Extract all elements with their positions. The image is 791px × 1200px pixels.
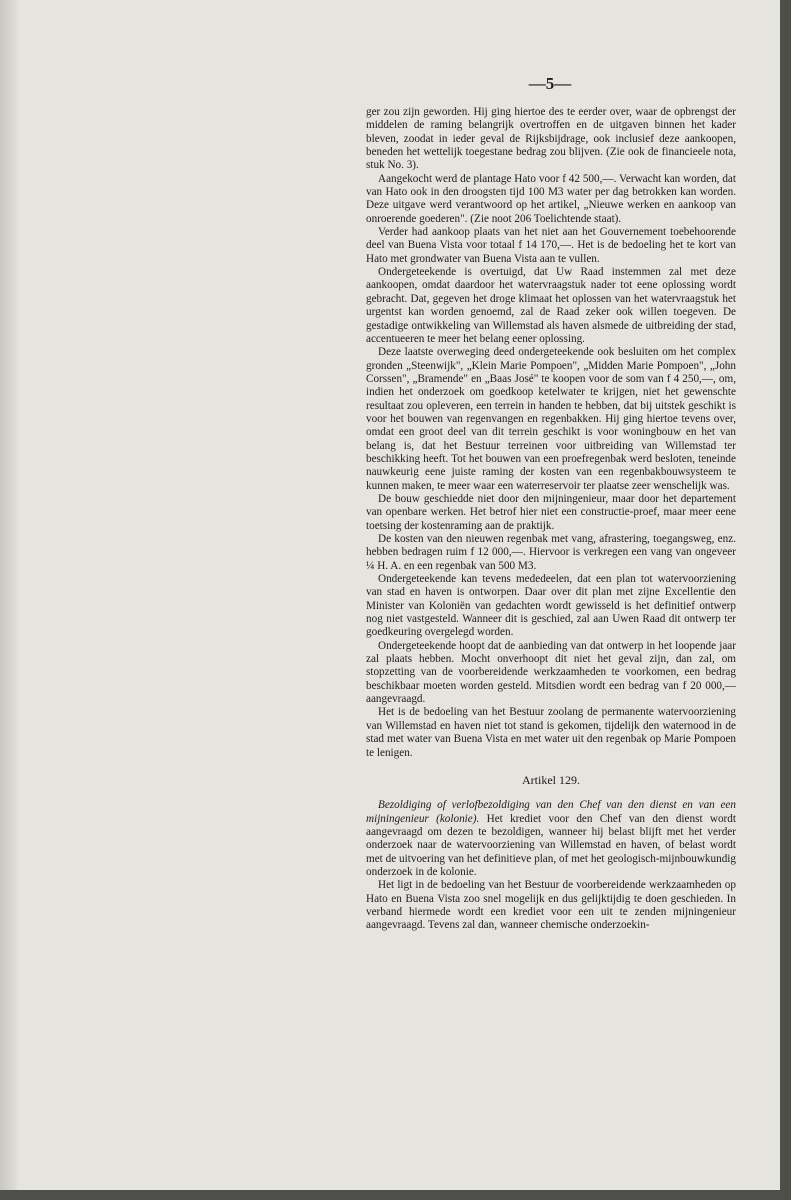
page-number: —5— <box>528 74 572 93</box>
paragraph: Aangekocht werd de plantage Hato voor f 42 500,—. Verwacht kan worden, dat van Hato ook in den droogsten tijd 100 M3 water per dag betrokken kan worden. Deze uitgave werd verantwoord op het artikel, „Nieuwe werken en aankoop van onroerende goederen". (Zie noot 206 Toelichtende staat). <box>366 172 736 225</box>
paragraph: De bouw geschiedde niet door den mijningenieur, maar door het departement van openbare werken. Het betrof hier niet een constructie-proef, maar meer eene toetsing der kostenraming aan de praktijk. <box>366 492 736 532</box>
paragraph: Het is de bedoeling van het Bestuur zoolang de permanente watervoorziening van Willemstad en haven niet tot stand is gekomen, tijdelijk den waternood in de stad met water van Buena Vista en met water uit den regenbak op Marie Pompoen te lenigen. <box>366 706 736 759</box>
article-paragraph <box>366 799 736 879</box>
paragraph: Ondergeteekende kan tevens mededeelen, dat een plan tot watervoorziening van stad en haven is ontworpen. Daar over dit plan met zijne Excellentie den Minister van Koloniën van gedachten wordt gewisseld is het definitief ontwerp nog niet vastgesteld. Wanneer dit is geschied, zal aan Uwen Raad dit ontwerp ter goedkeuring overgelegd worden. <box>366 573 736 639</box>
article-heading: Artikel 129. <box>522 772 580 787</box>
paragraph: De kosten van den nieuwen regenbak met vang, afrastering, toegangsweg, enz. hebben bedragen ruim f 12 000,—. Hiervoor is verkregen een vang van ongeveer ¼ H. A. en een regenbak van 500 M3. <box>366 533 736 572</box>
paragraph: ger zou zijn geworden. Hij ging hiertoe des te eerder over, waar de opbrengst der middelen de raming belangrijk overtroffen en de uitgaven binnen het kader bleven, zoodat in ieder geval de Rijksbijdrage, ook inclusief deze aankoopen, beneden het wettelijk toegestane bedrag zou blijven. (Zie ook de financieele nota, stuk No. 3). <box>366 106 736 172</box>
paragraph: Ondergeteekende is overtuigd, dat Uw Raad instemmen zal met deze aankoopen, omdat daardoor het watervraagstuk nader tot eene oplossing wordt gebracht. Dat, gegeven het droge klimaat het oplossen van het watervraagstuk het urgentst kan worden genoemd, zal de Raad zeker ook willen toegeven. De gestadige ontwikkeling van Willemstad als haven alsmede de uitbreiding der stad, accentueeren te meer het belang eener oplossing. <box>366 266 736 345</box>
paragraph: Ondergeteekende hoopt dat de aanbieding van dat ontwerp in het loopende jaar zal plaats hebben. Mocht onverhoopt dit niet het geval zijn, dan zal, om stopzetting van de voorbereidende werkzaamheden te voorkomen, een bedrag beschikbaar moeten worden gesteld. Mitsdien wordt een bedrag van f 20 000,— aangevraagd. <box>366 639 736 706</box>
text-column <box>366 106 736 933</box>
page-binding-edge <box>0 0 18 1190</box>
article-paragraph: Het ligt in de bedoeling van het Bestuur de voorbereidende werkzaamheden op Hato en Buena Vista zoo snel mogelijk en dus gelijktijdig te doen geschieden. In verband hiermede wordt een krediet voor een uit te zenden mijningenieur aangevraagd. Tevens zal dan, wanneer chemische onderzoekin- <box>366 879 736 932</box>
scan-border-bottom <box>0 1190 791 1200</box>
paragraph: Verder had aankoop plaats van het niet aan het Gouvernement toebehoorende deel van Buena Vista voor totaal f 14 170,—. Het is de bedoeling het te kort van Hato met grondwater van Buena Vista aan te vullen. <box>366 226 736 265</box>
article-paragraph-text: Het krediet voor den Chef van den dienst wordt aangevraagd om dezen te bezoldigen, wanneer hij belast blijft met het verder onderzoek naar de watervoorziening van Willemstad en haven, of belast wordt met de uitvoering van het definitieve plan, of met het geologisch-mijnbouwkundig onderzoek in de kolonie. <box>366 812 736 878</box>
bleed-through-text <box>38 78 338 124</box>
paragraph: Deze laatste overweging deed ondergeteekende ook besluiten om het complex gronden „Steenwijk", „Klein Marie Pompoen", „Midden Marie Pompoen", „John Corssen", „Bramende" en „Baas José" te koopen voor de som van f 4 250,—, om, indien het onderzoek om goedkoop ketelwater te krijgen, niet het gewenschte resultaat zou opleveren, een terrein in handen te hebben, dat bij uitstek geschikt is voor het bouwen van regenvangen en regenbakken. Hij ging hiertoe tevens over, omdat een groot deel van dit terrein geschikt is voor woningbouw en het van belang is, dat het Bestuur terreinen voor uitbreiding van Willemstad ter beschikking heeft. Tot het bouwen van een proefregenbak werd besloten, teneinde nauwkeurig eene juiste raming der kosten van een regenbakbouwsysteem te kunnen maken, te meer waar een waterreservoir ter plaatse zeer wenschelijk was. <box>366 346 736 492</box>
scan-border-right <box>780 0 791 1200</box>
article-italic-title: Bezoldiging of verlofbezoldiging van den Chef van den dienst en van een mijningenieur (kolonie). <box>366 799 736 825</box>
